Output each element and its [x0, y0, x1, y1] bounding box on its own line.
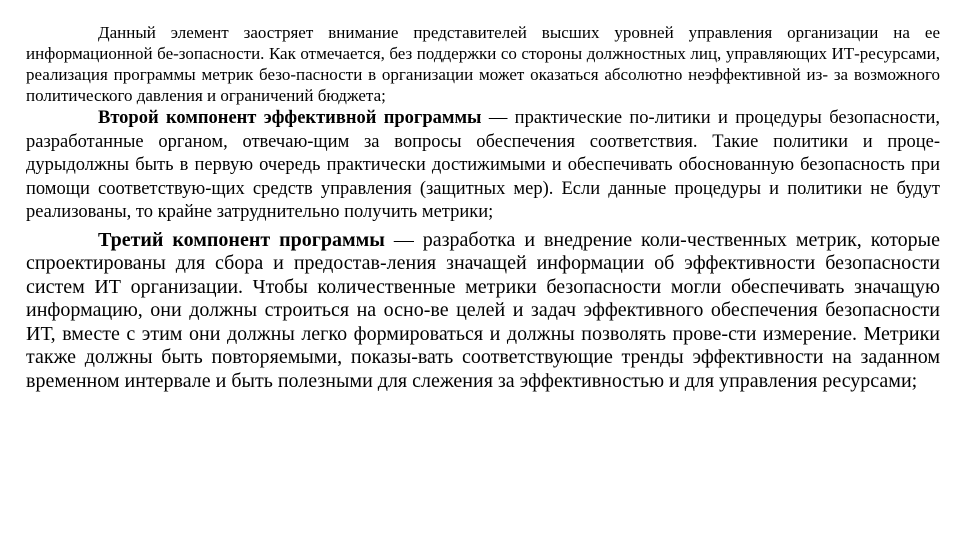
paragraph-2-lead: Второй компонент эффективной программы — [98, 108, 482, 128]
paragraph-third-component — [26, 229, 940, 394]
paragraph-second-component — [26, 107, 940, 225]
paragraph-1-text: Данный элемент заостряет внимание представителей высших уровней управления организации на ее информационной бе-зопасности. Как отмечается, без поддержки со стороны должностных лиц, управляющих ИТ-ресурсами, реализация программы метрик безо-пасности в организации может оказаться абсолютно неэффективной из- за возможного политического давления и ограничений бюджета; — [26, 23, 940, 105]
paragraph-2-text: — практические по-литики и процедуры безопасности, разработанные органом, отвечаю-щим за вопросы обеспечения соответствия. Такие политики и проце-дурыдолжны быть в первую очередь практически достижимыми и обеспечивать обоснованную безопасность при помощи соответствую-щих средств управления (защитных мер). Если данные процедуры и политики не будут реализованы, то крайне затруднительно получить метрики; — [26, 108, 940, 222]
paragraph-3-text: — разработка и внедрение коли-чественных метрик, которые спроектированы для сбора и предостав-ления значащей информации об эффективности безопасности систем ИТ организации. Чтобы количественные метрики безопасности могли обеспечивать значащую информацию, они должны строиться на осно-ве целей и задач эффективного обеспечения безопасности ИТ, вместе с этим они должны легко формироваться и должны позволять прове-сти измерение. Метрики также должны быть повторяемыми, показы-вать соответствующие тренды эффективности на заданном временном интервале и быть полезными для слежения за эффективностью и для управления ресурсами; — [26, 228, 940, 393]
paragraph-management-support — [26, 22, 940, 106]
paragraph-3-lead: Третий компонент программы — [98, 228, 385, 251]
document-body — [26, 22, 940, 394]
